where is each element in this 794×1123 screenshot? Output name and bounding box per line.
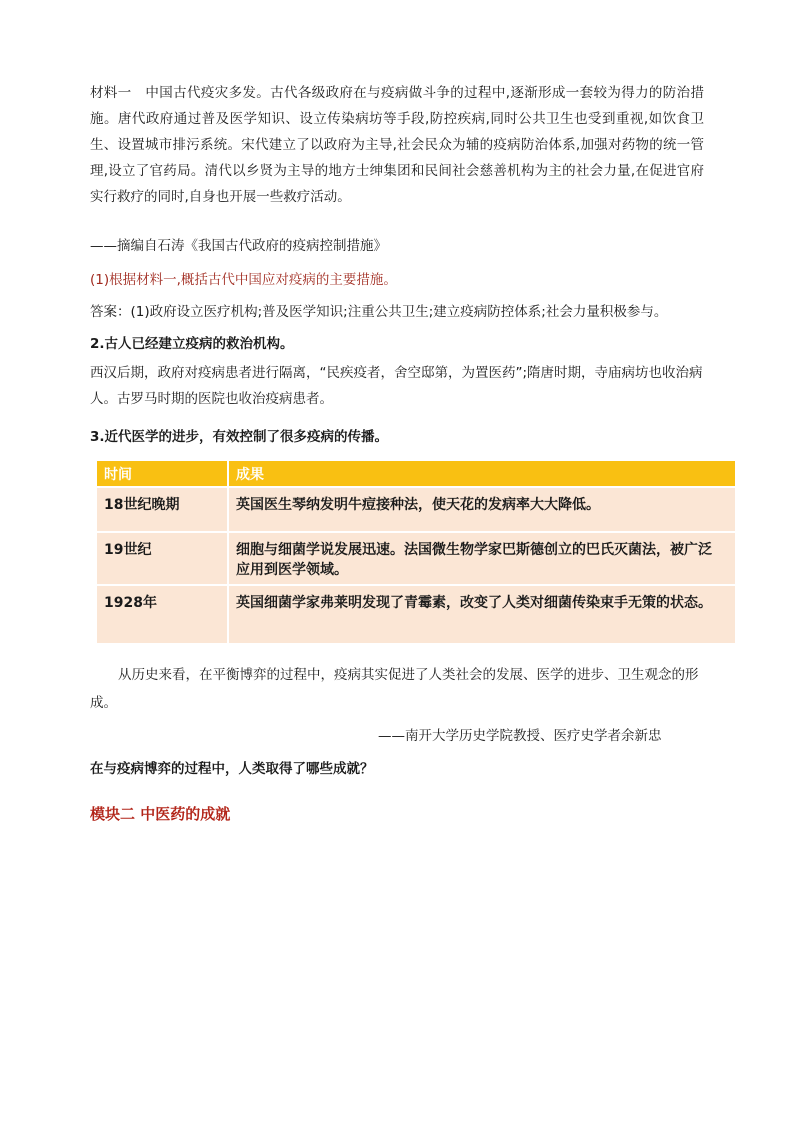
question-two: 在与疫病博弈的过程中，人类取得了哪些成就？ [90,761,374,777]
module-two-title: 模块二 中医药的成就 [90,805,231,823]
medical-progress-table [97,461,737,643]
answer-one: 答案：(1)政府设立医疗机构;普及医学知识;注重公共卫生;建立疫病防控体系;社会力量积极参与。 [90,304,668,320]
material-one-paragraph: 材料一 中国古代疫灾多发。古代各级政府在与疫病做斗争的过程中,逐渐形成一套较为得力的防治措施。唐代政府通过普及医学知识、设立传染病坊等手段,防控疾病,同时公共卫生也受到重视,如饮食卫生、设置城市排污系统。宋代建立了以政府为主导,社会民众为辅的疫病防治体系,加强对药物的统一管理,设立了官药局。清代以乡贤为主导的地方士绅集团和民间社会慈善机构为主的社会力量,在促进官府实行救疗的同时,自身也开展一些救疗活动。 [90,85,704,205]
material-source: ——摘编自石涛《我国古代政府的疫病控制措施》 [90,238,387,254]
table-header-row [97,461,737,486]
row-result: 英国细菌学家弗莱明发现了青霉素，改变了人类对细菌传染束手无策的状态。 [229,584,737,643]
row-time: 1928年 [97,584,229,643]
row-result: 细胞与细菌学说发展迅速。法国微生物学家巴斯德创立的巴氏灭菌法，被广泛应用到医学领域。 [229,531,737,584]
row-time: 19世纪 [97,531,229,584]
section-two-body: 西汉后期，政府对疫病患者进行隔离，“民疾疫者，舍空邸第，为置医药”;隋唐时期，寺庙病坊也收治病人。古罗马时期的医院也收治疫病患者。 [90,365,703,407]
section-two-heading: 2.古人已经建立疫病的救治机构。 [90,336,294,352]
header-time: 时间 [97,461,229,486]
question-one: (1)根据材料一,概括古代中国应对疫病的主要措施。 [90,272,397,288]
table-row [97,531,737,584]
section-three-heading: 3.近代医学的进步，有效控制了很多疫病的传播。 [90,429,389,445]
row-result: 英国医生琴纳发明牛痘接种法，使天花的发病率大大降低。 [229,486,737,531]
table-row [97,486,737,531]
quote-source: ——南开大学历史学院教授、医疗史学者余新忠 [378,728,662,744]
row-time: 18世纪晚期 [97,486,229,531]
header-result: 成果 [229,461,737,486]
table-row [97,584,737,643]
historian-quote: 从历史来看，在平衡博弈的过程中，疫病其实促进了人类社会的发展、医学的进步、卫生观念的形成。 [90,667,699,711]
